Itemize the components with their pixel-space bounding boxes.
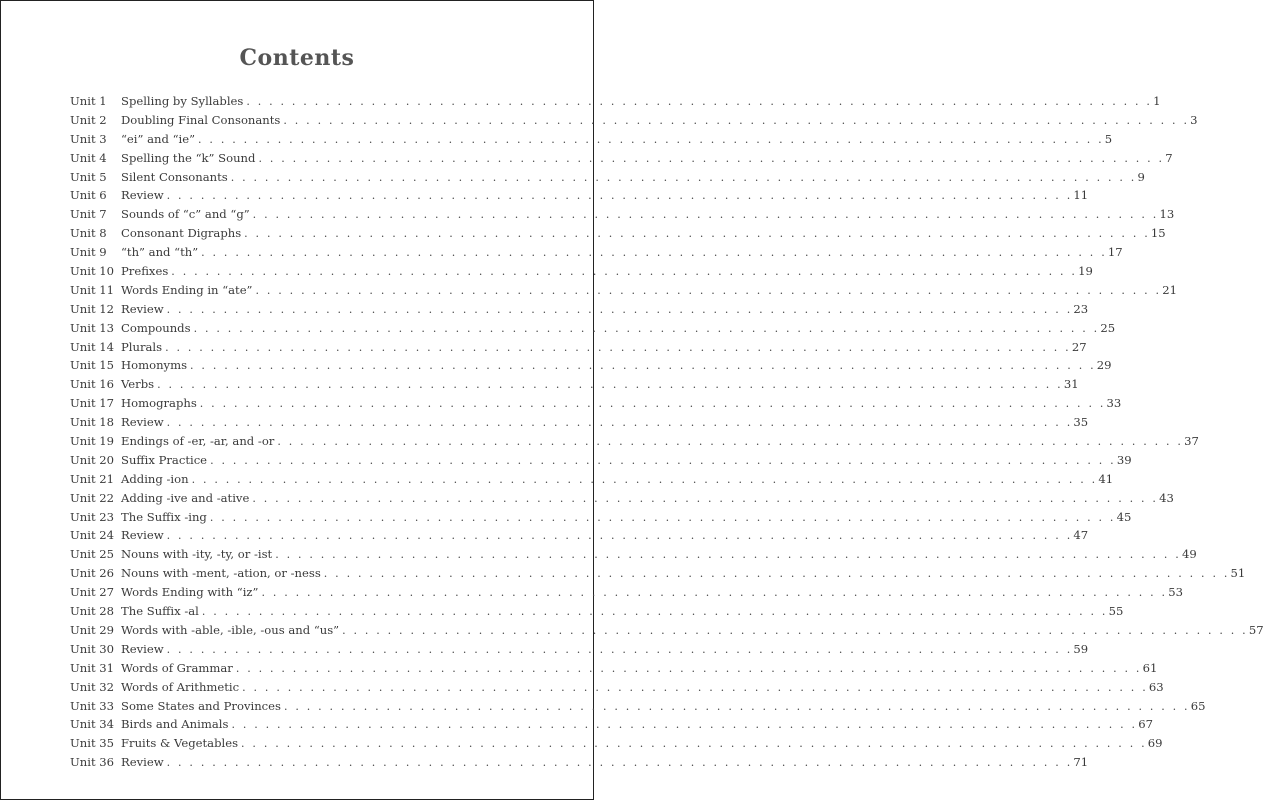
toc-entry: [70, 583, 1183, 602]
unit-label: Unit 35: [70, 736, 115, 751]
page-number: 11: [1073, 188, 1089, 203]
page-number: 15: [1150, 226, 1166, 241]
unit-label: Unit 34: [70, 717, 115, 732]
dot-leader: . . . . . . . . . . . . . . . . . . . . . . . . . . . . . . . . . . . . . . . . . . . . . . . . . . . . . . . . . . . . . . . . . . . . . . . . . . . . . . . .: [230, 170, 1137, 184]
toc-entry: [70, 111, 1198, 130]
page-number: 43: [1159, 490, 1174, 505]
toc-entry: [70, 205, 1175, 224]
page-number: 35: [1073, 415, 1089, 430]
page-number: 49: [1181, 547, 1197, 562]
page-number: 7: [1165, 150, 1173, 165]
unit-label: Unit 19: [70, 434, 115, 449]
toc-entry: [70, 659, 1158, 678]
unit-label: Unit 4: [70, 150, 107, 165]
toc-entry: [70, 262, 1093, 281]
page-number: 53: [1168, 585, 1183, 600]
page-number: 5: [1104, 131, 1113, 146]
page-number: 45: [1116, 509, 1132, 524]
unit-label: Unit 33: [70, 698, 115, 713]
dot-leader: . . . . . . . . . . . . . . . . . . . . . . . . . . . . . . . . . . . . . . . . . . . . . . . . . . . . . . . . . . . . . . . . . . . . . . . . . . . . . . . .: [201, 246, 1107, 260]
topic-title: Words with -able, -ible, -ous and “us”: [121, 622, 340, 637]
topic-title: Words of Arithmetic: [121, 679, 240, 694]
unit-label: Unit 22: [70, 490, 115, 505]
page-number: 37: [1184, 434, 1199, 449]
toc-entry: [70, 319, 1116, 338]
topic-title: Some States and Provinces: [121, 698, 281, 713]
unit-label: Unit 17: [70, 396, 115, 411]
toc-entry: [70, 356, 1112, 375]
toc-entry: [70, 281, 1178, 300]
topic-title: Homographs: [121, 396, 197, 411]
toc-entry: [70, 224, 1166, 243]
dot-leader: . . . . . . . . . . . . . . . . . . . . . . . . . . . . . . . . . . . . . . . . . . . . . . . . . . . . . . . . . . . . . . . . . . . . . . . . . . . . . . . .: [157, 378, 1063, 392]
toc-entry: [70, 715, 1153, 734]
page-number: 13: [1159, 207, 1175, 222]
unit-label: Unit 31: [70, 660, 115, 675]
topic-title: Words Ending with “iz”: [121, 585, 259, 600]
topic-title: Doubling Final Consonants: [121, 112, 281, 127]
topic-title: “th” and “th”: [121, 245, 199, 260]
page-number: 33: [1106, 396, 1122, 411]
toc-entry: [70, 92, 1161, 111]
toc-entry: [70, 413, 1089, 432]
dot-leader: . . . . . . . . . . . . . . . . . . . . . . . . . . . . . . . . . . . . . . . . . . . . . . . . . . . . . . . . . . . . . . . . . . . . . . . . . . . . . . . .: [258, 151, 1165, 165]
unit-label: Unit 16: [70, 377, 115, 392]
page-number: 71: [1073, 755, 1089, 770]
dot-leader: . . . . . . . . . . . . . . . . . . . . . . . . . . . . . . . . . . . . . . . . . . . . . . . . . . . . . . . . . . . . . . . . . . . . . . . . . . . . . . . .: [199, 397, 1106, 411]
unit-label: Unit 2: [70, 112, 107, 127]
unit-label: Unit 29: [70, 622, 115, 637]
unit-label: Unit 27: [70, 585, 115, 600]
dot-leader: . . . . . . . . . . . . . . . . . . . . . . . . . . . . . . . . . . . . . . . . . . . . . . . . . . . . . . . . . . . . . . . . . . . . . . . . . . . . . . . .: [193, 321, 1100, 335]
dot-leader: . . . . . . . . . . . . . . . . . . . . . . . . . . . . . . . . . . . . . . . . . . . . . . . . . . . . . . . . . . . . . . . . . . . . . . . . . . . . . . . .: [190, 359, 1096, 373]
unit-label: Unit 25: [70, 547, 115, 562]
page-number: 29: [1096, 358, 1112, 373]
unit-label: Unit 13: [70, 320, 115, 335]
page-number: 27: [1071, 339, 1087, 354]
page-number: 3: [1190, 112, 1198, 127]
toc-entry: [70, 470, 1114, 489]
unit-label: Unit 7: [70, 207, 107, 222]
dot-leader: . . . . . . . . . . . . . . . . . . . . . . . . . . . . . . . . . . . . . . . . . . . . . . . . . . . . . . . . . . . . . . . . . . . . . . . . . . . . . . . .: [166, 302, 1073, 316]
dot-leader: . . . . . . . . . . . . . . . . . . . . . . . . . . . . . . . . . . . . . . . . . . . . . . . . . . . . . . . . . . . . . . . . . . . . . . . . . . . . . . . .: [244, 227, 1150, 241]
page-number: 63: [1148, 679, 1164, 694]
page-number: 39: [1116, 452, 1132, 467]
topic-title: Consonant Digraphs: [121, 226, 242, 241]
unit-label: Unit 9: [70, 245, 107, 260]
unit-label: Unit 32: [70, 679, 115, 694]
unit-label: Unit 20: [70, 452, 115, 467]
dot-leader: . . . . . . . . . . . . . . . . . . . . . . . . . . . . . . . . . . . . . . . . . . . . . . . . . . . . . . . . . . . . . . . . . . . . . . . . . . . . . . . .: [165, 340, 1071, 354]
dot-leader: . . . . . . . . . . . . . . . . . . . . . . . . . . . . . . . . . . . . . . . . . . . . . . . . . . . . . . . . . . . . . . . . . . . . . . . . . . . . . . . .: [283, 113, 1190, 127]
toc-entry: [70, 489, 1174, 508]
page-number: 17: [1107, 245, 1123, 260]
topic-title: Sounds of “c” and “g”: [121, 207, 250, 222]
toc-entry: [70, 621, 1264, 640]
topic-title: Prefixes: [121, 264, 169, 279]
toc-entry: [70, 338, 1087, 357]
topic-title: Review: [121, 301, 164, 316]
topic-title: Review: [121, 528, 164, 543]
topic-title: The Suffix -al: [121, 604, 199, 619]
page-number: 51: [1230, 566, 1246, 581]
topic-title: Verbs: [121, 377, 155, 392]
page-number: 69: [1147, 736, 1163, 751]
toc-entry: [70, 526, 1089, 545]
toc-entry: [70, 186, 1089, 205]
topic-title: Words of Grammar: [121, 660, 233, 675]
page-number: 25: [1100, 320, 1116, 335]
topic-title: Suffix Practice: [121, 452, 208, 467]
dot-leader: . . . . . . . . . . . . . . . . . . . . . . . . . . . . . . . . . . . . . . . . . . . . . . . . . . . . . . . . . . . . . . . . . . . . . . . . . . . . . . . .: [171, 265, 1078, 279]
page-number: 23: [1073, 301, 1089, 316]
dot-leader: . . . . . . . . . . . . . . . . . . . . . . . . . . . . . . . . . . . . . . . . . . . . . . . . . . . . . . . . . . . . . . . . . . . . . . . . . . . . . . . .: [252, 208, 1159, 222]
page-number: 61: [1142, 660, 1158, 675]
unit-label: Unit 10: [70, 264, 115, 279]
page-number: 67: [1138, 717, 1153, 732]
page-number: 47: [1073, 528, 1089, 543]
unit-label: Unit 23: [70, 509, 115, 524]
dot-leader: . . . . . . . . . . . . . . . . . . . . . . . . . . . . . . . . . . . . . . . . . . . . . . . . . . . . . . . . . . . . . . . . . . . . . . . . . . . . . . . .: [342, 623, 1248, 637]
toc-entry: [70, 243, 1123, 262]
table-of-contents: [70, 92, 1264, 772]
page-number: 41: [1098, 471, 1114, 486]
page-number: 57: [1248, 622, 1264, 637]
topic-title: Adding -ive and -ative: [121, 490, 250, 505]
topic-title: Review: [121, 755, 164, 770]
topic-title: Words Ending in “ate”: [121, 282, 253, 297]
topic-title: Homonyms: [121, 358, 188, 373]
page-number: 9: [1137, 169, 1145, 184]
toc-entry: [70, 678, 1164, 697]
topic-title: Review: [121, 641, 164, 656]
dot-leader: . . . . . . . . . . . . . . . . . . . . . . . . . . . . . . . . . . . . . . . . . . . . . . . . . . . . . . . . . . . . . . . . . . . . . . . . . . . . . . . .: [323, 567, 1230, 581]
page-number: 55: [1108, 604, 1124, 619]
dot-leader: . . . . . . . . . . . . . . . . . . . . . . . . . . . . . . . . . . . . . . . . . . . . . . . . . . . . . . . . . . . . . . . . . . . . . . . . . . . . . . . .: [241, 737, 1147, 751]
unit-label: Unit 15: [70, 358, 115, 373]
toc-entry: [70, 130, 1113, 149]
unit-label: Unit 11: [70, 282, 115, 297]
topic-title: Nouns with -ity, -ty, or -ist: [121, 547, 273, 562]
topic-title: Plurals: [121, 339, 163, 354]
topic-title: Silent Consonants: [121, 169, 228, 184]
topic-title: Compounds: [121, 320, 191, 335]
topic-title: Spelling the “k” Sound: [121, 150, 256, 165]
dot-leader: . . . . . . . . . . . . . . . . . . . . . . . . . . . . . . . . . . . . . . . . . . . . . . . . . . . . . . . . . . . . . . . . . . . . . . . . . . . . . . . .: [191, 472, 1098, 486]
topic-title: Fruits & Vegetables: [121, 736, 239, 751]
toc-entry: [70, 432, 1199, 451]
dot-leader: . . . . . . . . . . . . . . . . . . . . . . . . . . . . . . . . . . . . . . . . . . . . . . . . . . . . . . . . . . . . . . . . . . . . . . . . . . . . . . . .: [210, 453, 1116, 467]
toc-entry: [70, 640, 1089, 659]
unit-label: Unit 6: [70, 188, 107, 203]
dot-leader: . . . . . . . . . . . . . . . . . . . . . . . . . . . . . . . . . . . . . . . . . . . . . . . . . . . . . . . . . . . . . . . . . . . . . . . . . . . . . . . .: [255, 283, 1162, 297]
page-number: 31: [1063, 377, 1079, 392]
toc-entry: [70, 375, 1079, 394]
topic-title: Review: [121, 415, 164, 430]
unit-label: Unit 3: [70, 131, 107, 146]
unit-label: Unit 18: [70, 415, 115, 430]
toc-entry: [70, 602, 1124, 621]
topic-title: The Suffix -ing: [121, 509, 207, 524]
toc-entry: [70, 734, 1163, 753]
toc-entry: [70, 545, 1197, 564]
dot-leader: . . . . . . . . . . . . . . . . . . . . . . . . . . . . . . . . . . . . . . . . . . . . . . . . . . . . . . . . . . . . . . . . . . . . . . . . . . . . . . . .: [252, 491, 1159, 505]
dot-leader: . . . . . . . . . . . . . . . . . . . . . . . . . . . . . . . . . . . . . . . . . . . . . . . . . . . . . . . . . . . . . . . . . . . . . . . . . . . . . . . .: [166, 642, 1073, 656]
dot-leader: . . . . . . . . . . . . . . . . . . . . . . . . . . . . . . . . . . . . . . . . . . . . . . . . . . . . . . . . . . . . . . . . . . . . . . . . . . . . . . . .: [277, 435, 1184, 449]
dot-leader: . . . . . . . . . . . . . . . . . . . . . . . . . . . . . . . . . . . . . . . . . . . . . . . . . . . . . . . . . . . . . . . . . . . . . . . . . . . . . . . .: [166, 529, 1073, 543]
unit-label: Unit 5: [70, 169, 107, 184]
topic-title: Adding -ion: [121, 471, 189, 486]
page-title: Contents: [239, 45, 355, 71]
unit-label: Unit 36: [70, 755, 115, 770]
dot-leader: . . . . . . . . . . . . . . . . . . . . . . . . . . . . . . . . . . . . . . . . . . . . . . . . . . . . . . . . . . . . . . . . . . . . . . . . . . . . . . . .: [231, 718, 1138, 732]
unit-label: Unit 24: [70, 528, 115, 543]
toc-entry: [70, 300, 1089, 319]
page-number: 1: [1153, 94, 1161, 108]
unit-label: Unit 30: [70, 641, 115, 656]
dot-leader: . . . . . . . . . . . . . . . . . . . . . . . . . . . . . . . . . . . . . . . . . . . . . . . . . . . . . . . . . . . . . . . . . . . . . . . . . . . . . . . .: [261, 586, 1168, 600]
dot-leader: . . . . . . . . . . . . . . . . . . . . . . . . . . . . . . . . . . . . . . . . . . . . . . . . . . . . . . . . . . . . . . . . . . . . . . . . . . . . . . . .: [166, 756, 1073, 770]
unit-label: Unit 1: [70, 94, 107, 108]
unit-label: Unit 8: [70, 226, 107, 241]
dot-leader: . . . . . . . . . . . . . . . . . . . . . . . . . . . . . . . . . . . . . . . . . . . . . . . . . . . . . . . . . . . . . . . . . . . . . . . . . . . . . . . .: [198, 132, 1104, 146]
dot-leader: . . . . . . . . . . . . . . . . . . . . . . . . . . . . . . . . . . . . . . . . . . . . . . . . . . . . . . . . . . . . . . . . . . . . . . . . . . . . . . . .: [201, 605, 1108, 619]
dot-leader: . . . . . . . . . . . . . . . . . . . . . . . . . . . . . . . . . . . . . . . . . . . . . . . . . . . . . . . . . . . . . . . . . . . . . . . . . . . . . . . .: [209, 510, 1116, 524]
toc-entry: [70, 394, 1122, 413]
topic-title: “ei” and “ie”: [121, 131, 196, 146]
toc-entry: [70, 564, 1246, 583]
dot-leader: . . . . . . . . . . . . . . . . . . . . . . . . . . . . . . . . . . . . . . . . . . . . . . . . . . . . . . . . . . . . . . . . . . . . . . . . . . . . . . . .: [235, 661, 1142, 675]
topic-title: Birds and Animals: [121, 717, 229, 732]
page-number: 21: [1162, 282, 1178, 297]
toc-entry: [70, 697, 1206, 716]
unit-label: Unit 26: [70, 566, 115, 581]
page-number: 59: [1073, 641, 1089, 656]
toc-entry: [70, 753, 1089, 772]
page-number: 19: [1078, 264, 1093, 279]
unit-label: Unit 12: [70, 301, 115, 316]
unit-label: Unit 28: [70, 604, 115, 619]
dot-leader: . . . . . . . . . . . . . . . . . . . . . . . . . . . . . . . . . . . . . . . . . . . . . . . . . . . . . . . . . . . . . . . . . . . . . . . . . . . . . . . .: [166, 416, 1073, 430]
dot-leader: . . . . . . . . . . . . . . . . . . . . . . . . . . . . . . . . . . . . . . . . . . . . . . . . . . . . . . . . . . . . . . . . . . . . . . . . . . . . . . . .: [166, 189, 1073, 203]
page-number: 65: [1190, 698, 1206, 713]
topic-title: Endings of -er, -ar, and -or: [121, 434, 275, 449]
toc-entry: [70, 149, 1173, 168]
unit-label: Unit 14: [70, 339, 115, 354]
topic-title: Spelling by Syllables: [121, 94, 244, 108]
dot-leader: . . . . . . . . . . . . . . . . . . . . . . . . . . . . . . . . . . . . . . . . . . . . . . . . . . . . . . . . . . . . . . . . . . . . . . . . . . . . . . . .: [275, 548, 1181, 562]
topic-title: Nouns with -ment, -ation, or -ness: [121, 566, 321, 581]
unit-label: Unit 21: [70, 471, 115, 486]
dot-leader: . . . . . . . . . . . . . . . . . . . . . . . . . . . . . . . . . . . . . . . . . . . . . . . . . . . . . . . . . . . . . . . . . . . . . . . . . . . . . . . .: [242, 680, 1148, 694]
topic-title: Review: [121, 188, 164, 203]
toc-entry: [70, 168, 1145, 187]
toc-entry: [70, 508, 1132, 527]
dot-leader: . . . . . . . . . . . . . . . . . . . . . . . . . . . . . . . . . . . . . . . . . . . . . . . . . . . . . . . . . . . . . . . . . . . . . . . . . . . . . . . .: [246, 95, 1153, 108]
dot-leader: . . . . . . . . . . . . . . . . . . . . . . . . . . . . . . . . . . . . . . . . . . . . . . . . . . . . . . . . . . . . . . . . . . . . . . . . . . . . . . . .: [283, 699, 1190, 713]
toc-entry: [70, 451, 1132, 470]
